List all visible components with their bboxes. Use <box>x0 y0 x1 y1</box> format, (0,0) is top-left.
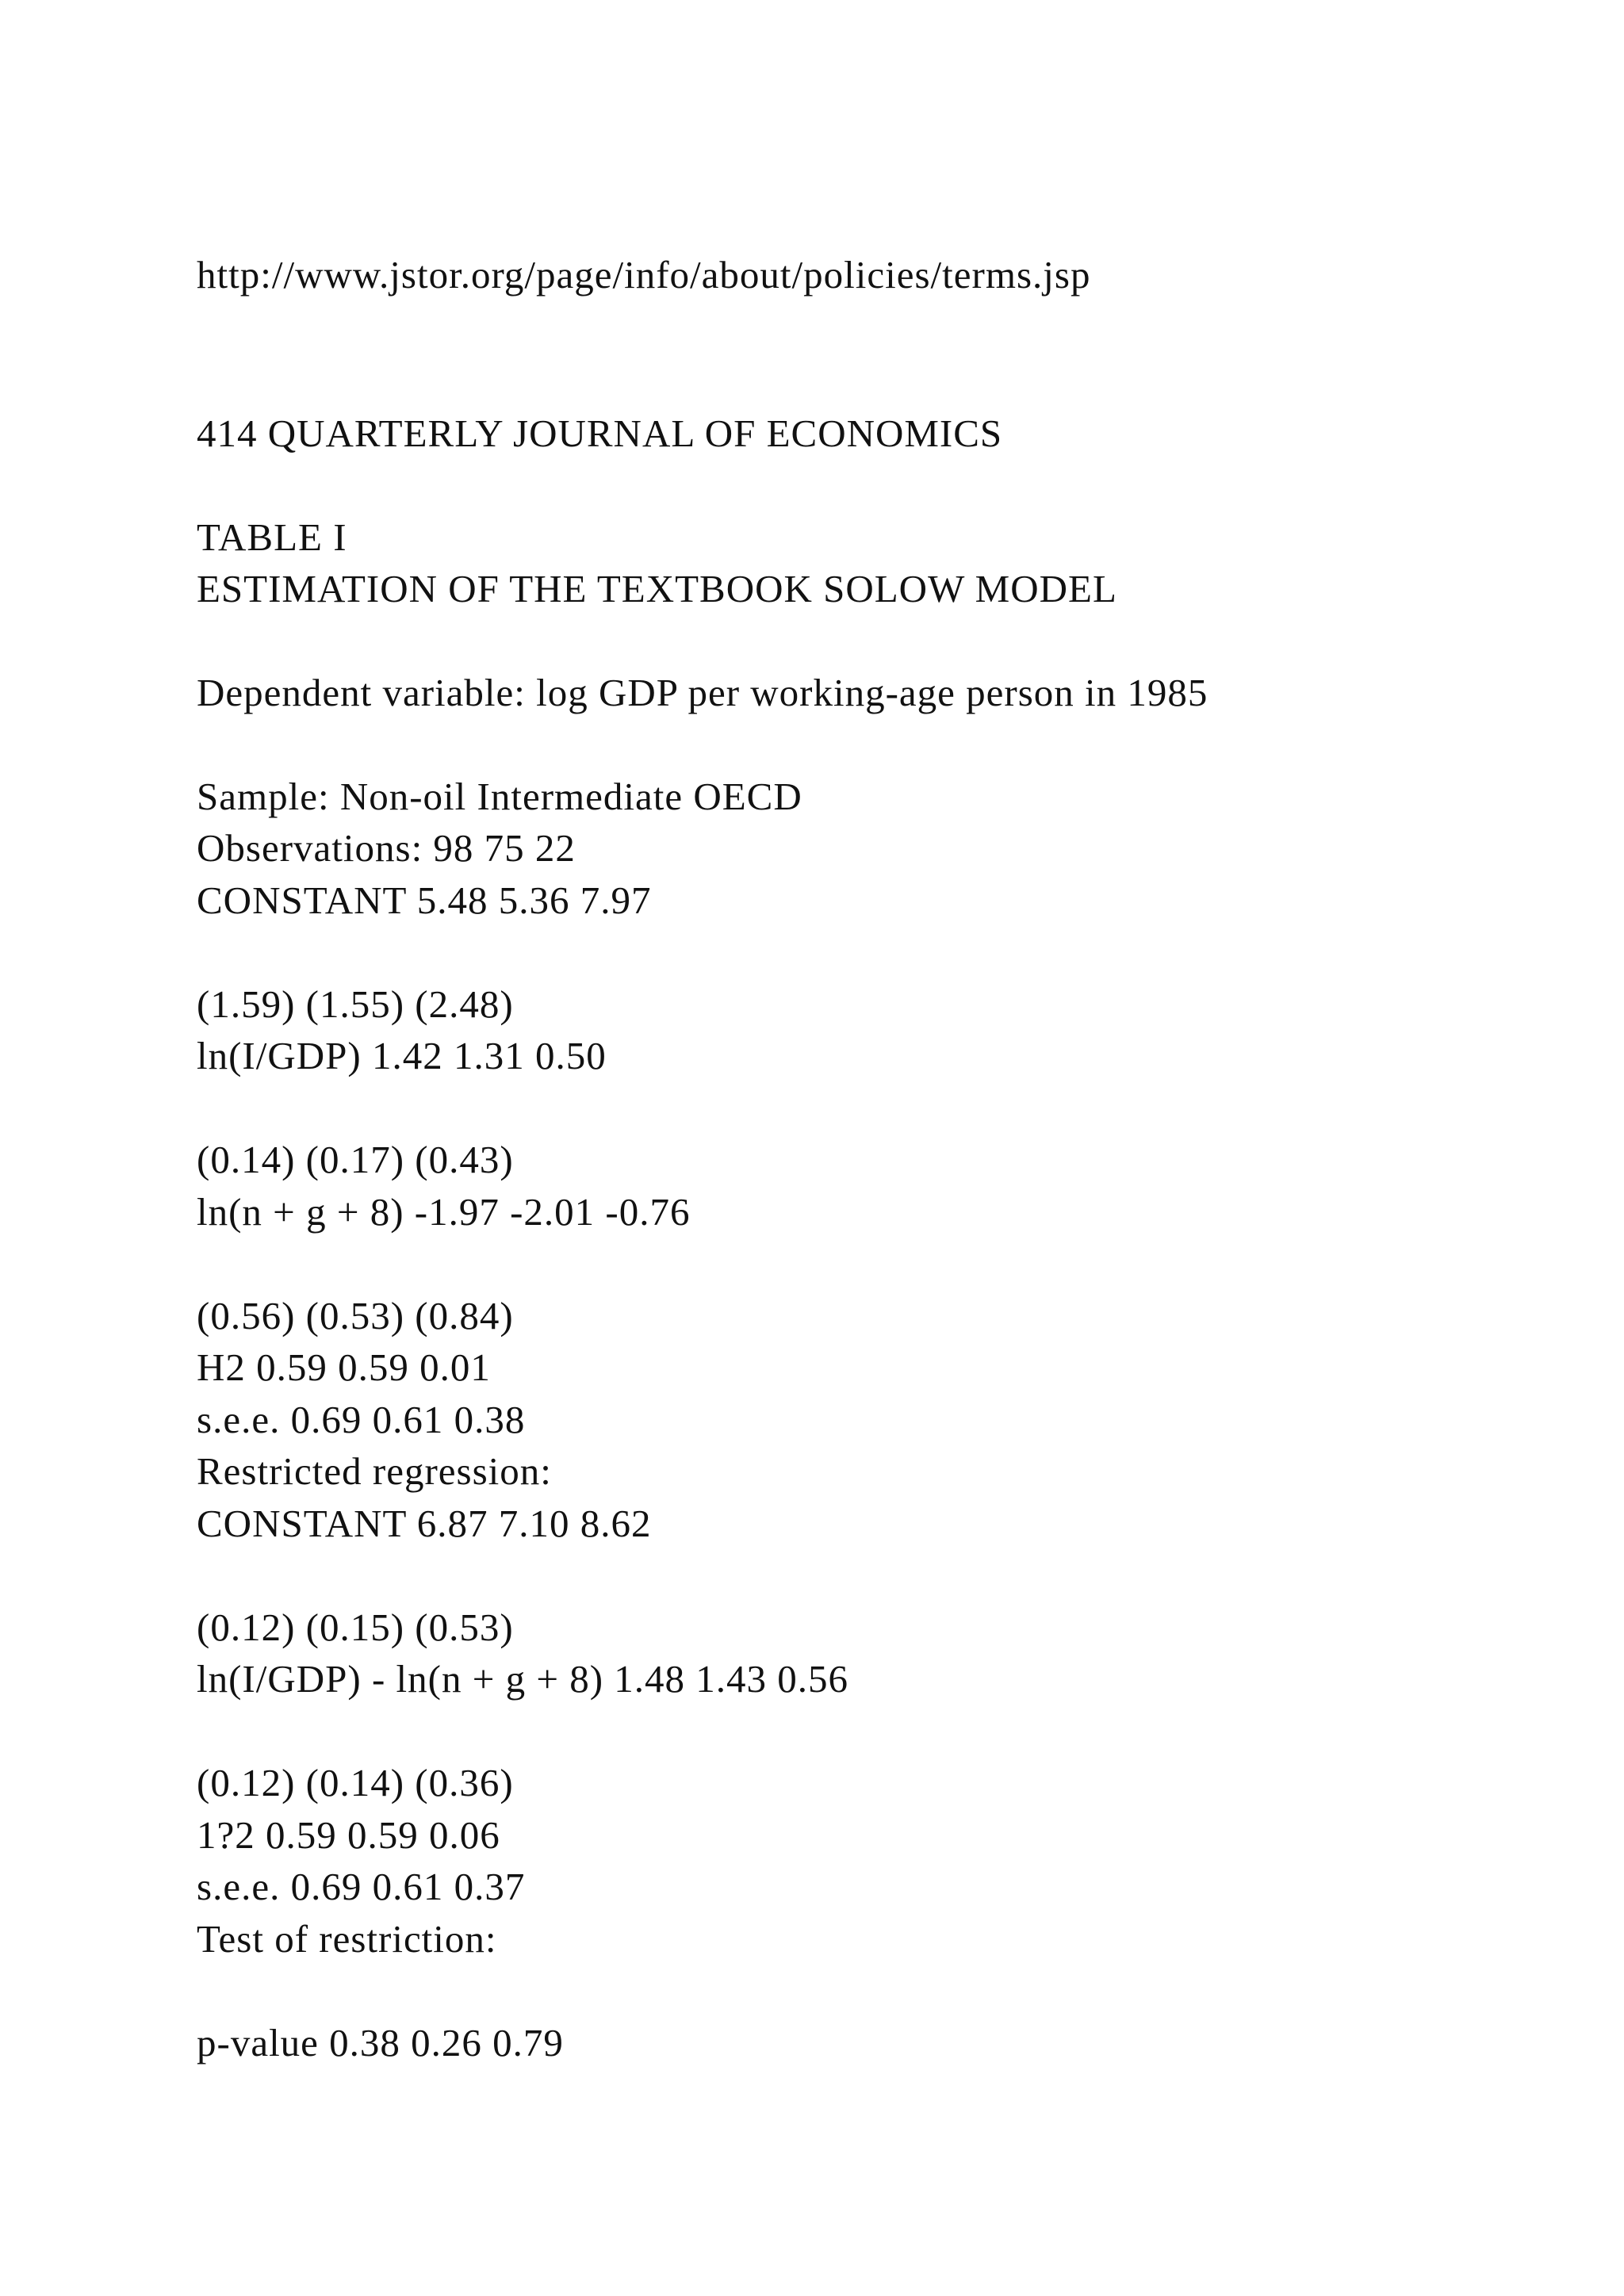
r-squared-row: H2 0.59 0.59 0.01 <box>197 1345 491 1389</box>
p-value-row: p-value 0.38 0.26 0.79 <box>197 2021 564 2064</box>
constant-se-row: (1.59) (1.55) (2.48) <box>197 982 514 1026</box>
table-number: TABLE I <box>197 515 347 559</box>
restricted-coefficient-row: ln(I/GDP) - ln(n + g + 8) 1.48 1.43 0.56 <box>197 1657 849 1701</box>
source-url: http://www.jstor.org/page/info/about/policies/terms.jsp <box>197 253 1091 297</box>
see-row: s.e.e. 0.69 0.61 0.38 <box>197 1398 526 1441</box>
restricted-r-squared-row: 1?2 0.59 0.59 0.06 <box>197 1813 500 1857</box>
restricted-constant-row: CONSTANT 6.87 7.10 8.62 <box>197 1502 652 1545</box>
sample-row: Sample: Non-oil Intermediate OECD <box>197 775 802 818</box>
table-title: ESTIMATION OF THE TEXTBOOK SOLOW MODEL <box>197 567 1117 610</box>
ln-ngd-se-row: (0.56) (0.53) (0.84) <box>197 1294 514 1337</box>
constant-row: CONSTANT 5.48 5.36 7.97 <box>197 878 652 922</box>
ln-investment-row: ln(I/GDP) 1.42 1.31 0.50 <box>197 1034 607 1077</box>
running-header: 414 QUARTERLY JOURNAL OF ECONOMICS <box>197 411 1003 455</box>
restricted-constant-se-row: (0.12) (0.15) (0.53) <box>197 1605 514 1649</box>
test-of-restriction-heading: Test of restriction: <box>197 1917 497 1961</box>
observations-row: Observations: 98 75 22 <box>197 826 576 870</box>
ln-ngd-row: ln(n + g + 8) -1.97 -2.01 -0.76 <box>197 1190 691 1234</box>
restricted-regression-heading: Restricted regression: <box>197 1449 552 1493</box>
restricted-coefficient-se-row: (0.12) (0.14) (0.36) <box>197 1761 514 1804</box>
dependent-variable: Dependent variable: log GDP per working-age person in 1985 <box>197 671 1208 714</box>
ln-investment-se-row: (0.14) (0.17) (0.43) <box>197 1138 514 1181</box>
restricted-see-row: s.e.e. 0.69 0.61 0.37 <box>197 1865 526 1908</box>
